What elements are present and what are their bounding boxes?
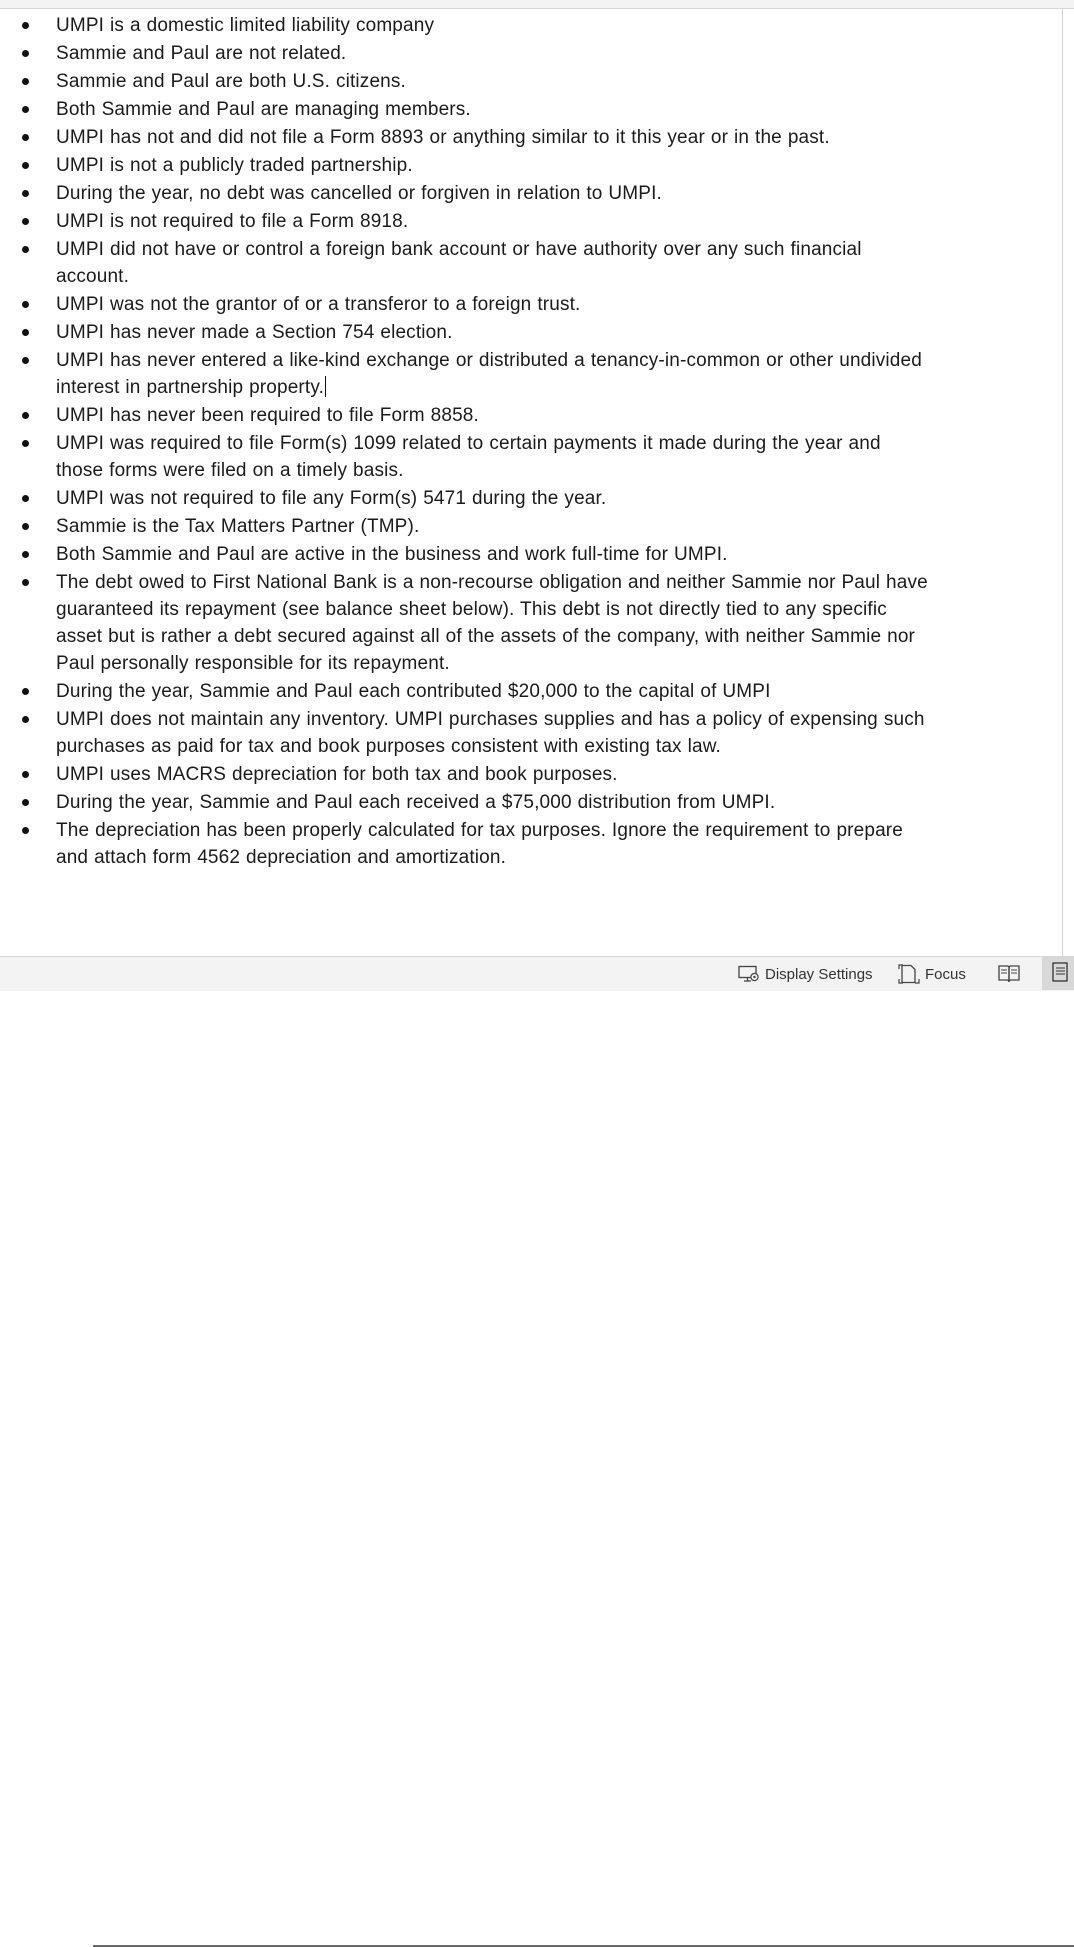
list-item[interactable] [0, 347, 930, 401]
list-item-text: Sammie is the Tax Matters Partner (TMP). [56, 516, 420, 537]
list-item-text: UMPI has never entered a like-kind exchange or distributed a tenancy-in-common or other undivided interest in partnership property. [56, 350, 922, 398]
list-item[interactable] [0, 817, 930, 871]
list-item-text: Sammie and Paul are not related. [56, 43, 347, 64]
list-item-text: UMPI was required to file Form(s) 1099 related to certain payments it made during the year and those forms were filed on a timely basis. [56, 433, 881, 481]
status-bar [0, 956, 1074, 991]
list-item-text: Both Sammie and Paul are active in the business and work full-time for UMPI. [56, 544, 728, 565]
focus-button[interactable] [898, 963, 966, 985]
list-item[interactable] [0, 124, 930, 151]
list-item[interactable] [0, 430, 930, 484]
list-item[interactable] [0, 789, 930, 816]
list-item[interactable] [0, 678, 930, 705]
bullet-icon [22, 771, 29, 778]
print-layout-button[interactable] [1042, 957, 1074, 990]
read-mode-icon [997, 964, 1021, 984]
list-item-text: UMPI is not required to file a Form 8918. [56, 211, 409, 232]
list-item-text: UMPI was not the grantor of or a transferor to a foreign trust. [56, 294, 581, 315]
list-item[interactable] [0, 319, 930, 346]
bullet-list [0, 12, 930, 872]
bullet-icon [22, 50, 29, 57]
bullet-icon [22, 523, 29, 530]
bullet-icon [22, 190, 29, 197]
list-item-text: UMPI has never made a Section 754 election. [56, 322, 453, 343]
bullet-icon [22, 495, 29, 502]
bullet-icon [22, 22, 29, 29]
bullet-icon [22, 688, 29, 695]
display-settings-icon [738, 965, 760, 983]
bullet-icon [22, 246, 29, 253]
list-item-text: UMPI uses MACRS depreciation for both tax and book purposes. [56, 764, 618, 785]
list-item-text: UMPI has not and did not file a Form 8893 or anything similar to it this year or in the past. [56, 127, 830, 148]
list-item-text: UMPI does not maintain any inventory. UMPI purchases supplies and has a policy of expensing such purchases as paid for tax and book purposes consistent with existing tax law. [56, 709, 925, 757]
list-item[interactable] [0, 541, 930, 568]
bullet-icon [22, 218, 29, 225]
bullet-icon [22, 827, 29, 834]
display-settings-label: Display Settings [765, 965, 873, 983]
bullet-icon [22, 440, 29, 447]
list-item[interactable] [0, 485, 930, 512]
ribbon-bottom-edge [0, 0, 1074, 9]
list-item[interactable] [0, 402, 930, 429]
list-item[interactable] [0, 569, 930, 677]
vertical-scrollbar[interactable] [1063, 9, 1074, 956]
list-item[interactable] [0, 40, 930, 67]
list-item-text: Sammie and Paul are both U.S. citizens. [56, 71, 406, 92]
bullet-icon [22, 329, 29, 336]
list-item-text: UMPI was not required to file any Form(s) 5471 during the year. [56, 488, 607, 509]
bullet-icon [22, 106, 29, 113]
focus-label: Focus [925, 965, 966, 983]
list-item[interactable] [0, 68, 930, 95]
bullet-icon [22, 78, 29, 85]
list-item-text: During the year, Sammie and Paul each received a $75,000 distribution from UMPI. [56, 792, 776, 813]
bullet-icon [22, 357, 29, 364]
display-settings-button[interactable] [738, 963, 873, 985]
list-item-text: During the year, no debt was cancelled or forgiven in relation to UMPI. [56, 183, 662, 204]
bullet-icon [22, 162, 29, 169]
list-item[interactable] [0, 706, 930, 760]
list-item[interactable] [0, 12, 930, 39]
list-item[interactable] [0, 96, 930, 123]
list-item[interactable] [0, 236, 930, 290]
list-item[interactable] [0, 513, 930, 540]
list-item-text: During the year, Sammie and Paul each contributed $20,000 to the capital of UMPI [56, 681, 771, 702]
document-page[interactable] [0, 9, 1062, 956]
print-layout-icon [1048, 961, 1068, 987]
bullet-icon [22, 412, 29, 419]
bullet-icon [22, 579, 29, 586]
focus-icon [898, 964, 920, 984]
bullet-icon [22, 134, 29, 141]
list-item-text: The debt owed to First National Bank is a non-recourse obligation and neither Sammie nor Paul have guaranteed its repayment (see balance sheet below). This debt is not directly tied to any specific asset but is rather a debt secured against all of the assets of the company, with neither Sammie nor Paul personally responsible for its repayment. [56, 572, 928, 674]
list-item[interactable] [0, 152, 930, 179]
list-item-text: UMPI did not have or control a foreign bank account or have authority over any such financial account. [56, 239, 862, 287]
list-item[interactable] [0, 291, 930, 318]
bullet-icon [22, 301, 29, 308]
list-item[interactable] [0, 761, 930, 788]
list-item[interactable] [0, 180, 930, 207]
list-item-text: UMPI has never been required to file Form 8858. [56, 405, 479, 426]
list-item-text: UMPI is not a publicly traded partnership. [56, 155, 413, 176]
list-item-text: Both Sammie and Paul are managing members. [56, 99, 471, 120]
bullet-icon [22, 716, 29, 723]
bullet-icon [22, 799, 29, 806]
list-item-text: UMPI is a domestic limited liability company [56, 15, 435, 36]
list-item[interactable] [0, 208, 930, 235]
read-mode-button[interactable] [997, 963, 1021, 985]
text-cursor [325, 376, 326, 397]
bullet-icon [22, 551, 29, 558]
list-item-text: The depreciation has been properly calculated for tax purposes. Ignore the requirement to prepare and attach form 4562 depreciation and amortization. [56, 820, 903, 868]
